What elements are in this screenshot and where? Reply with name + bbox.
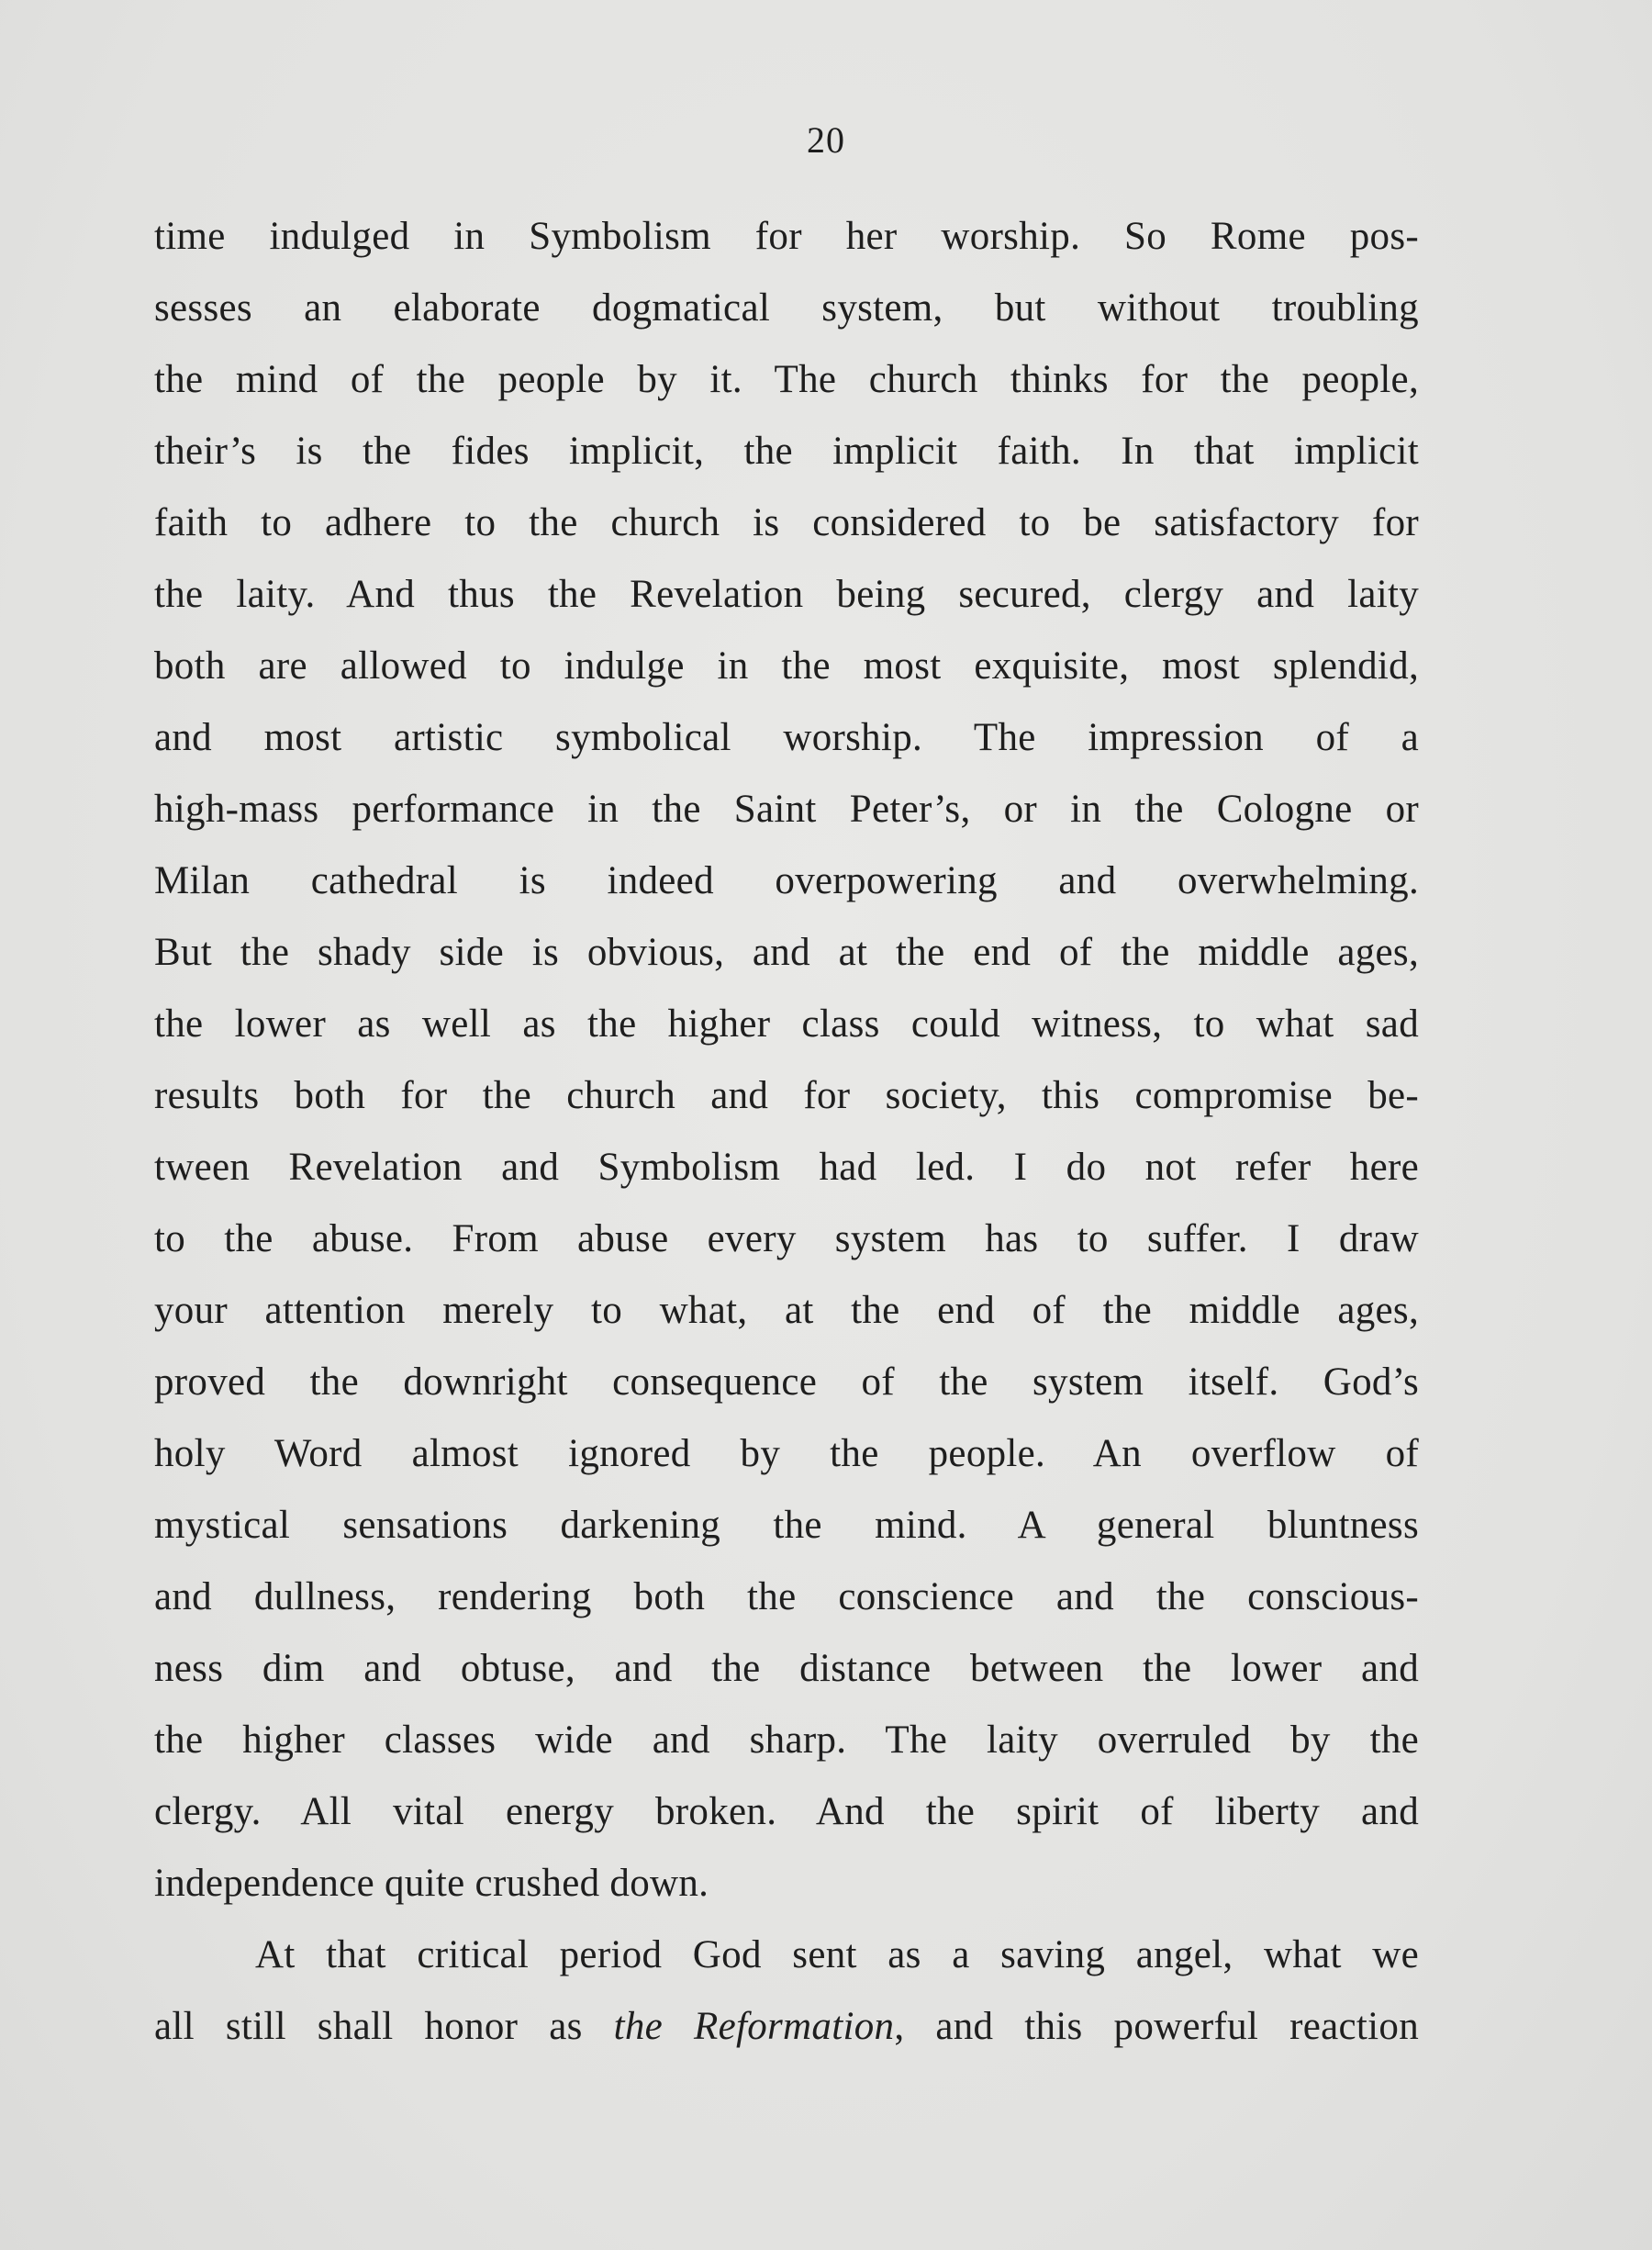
paragraph-2 — [154, 1932, 1419, 2076]
italic-phrase: the Reformation — [613, 2005, 895, 2048]
text-line: high-mass performance in the Saint Peter’s, or in the Cologne or — [154, 788, 1419, 831]
text-line: results both for the church and for society, this compromise be- — [154, 1074, 1419, 1117]
text-line: and most artistic symbolical worship. The impression of a — [154, 716, 1419, 759]
text-segment: , and this powerful reaction — [894, 2005, 1419, 2048]
text-line: mystical sensations darkening the mind. A general bluntness — [154, 1504, 1419, 1547]
text-segment: all still shall honor as — [154, 2005, 614, 2048]
text-line: faith to adhere to the church is considered to be satisfactory for — [154, 501, 1419, 544]
text-line: and dullness, rendering both the conscience and the conscious- — [154, 1575, 1419, 1618]
text-line: tween Revelation and Symbolism had led. I do not refer here — [154, 1146, 1419, 1189]
text-line: sesses an elaborate dogmatical system, but without troubling — [154, 286, 1419, 330]
text-line: the lower as well as the higher class could witness, to what sad — [154, 1002, 1419, 1046]
text-line: both are allowed to indulge in the most exquisite, most splendid, — [154, 644, 1419, 688]
text-line: the laity. And thus the Revelation being secured, clergy and laity — [154, 573, 1419, 616]
text-line: holy Word almost ignored by the people. An overflow of — [154, 1432, 1419, 1475]
text-line: At that critical period God sent as a saving angel, what we — [255, 1933, 1419, 1976]
text-line: clergy. All vital energy broken. And the spirit of liberty and — [154, 1790, 1419, 1833]
text-line: the higher classes wide and sharp. The laity overruled by the — [154, 1718, 1419, 1762]
paragraph-1 — [154, 214, 1419, 1932]
text-line: the mind of the people by it. The church thinks for the people, — [154, 358, 1419, 401]
text-line: But the shady side is obvious, and at the end of the middle ages, — [154, 931, 1419, 974]
text-line: independence quite crushed down. — [154, 1862, 709, 1905]
text-line: proved the downright consequence of the system itself. God’s — [154, 1360, 1419, 1404]
page-number: 20 — [807, 119, 845, 161]
text-line: to the abuse. From abuse every system has to suffer. I draw — [154, 1217, 1419, 1260]
text-line-mixed — [154, 2004, 1419, 2076]
body-text — [154, 214, 1419, 2076]
text-line: their’s is the fides implicit, the implicit faith. In that implicit — [154, 430, 1419, 473]
text-line: ness dim and obtuse, and the distance between the lower and — [154, 1647, 1419, 1690]
text-line: Milan cathedral is indeed overpowering and overwhelming. — [154, 859, 1419, 902]
text-line: your attention merely to what, at the end of the middle ages, — [154, 1289, 1419, 1332]
text-line: time indulged in Symbolism for her worship. So Rome pos- — [154, 215, 1419, 258]
